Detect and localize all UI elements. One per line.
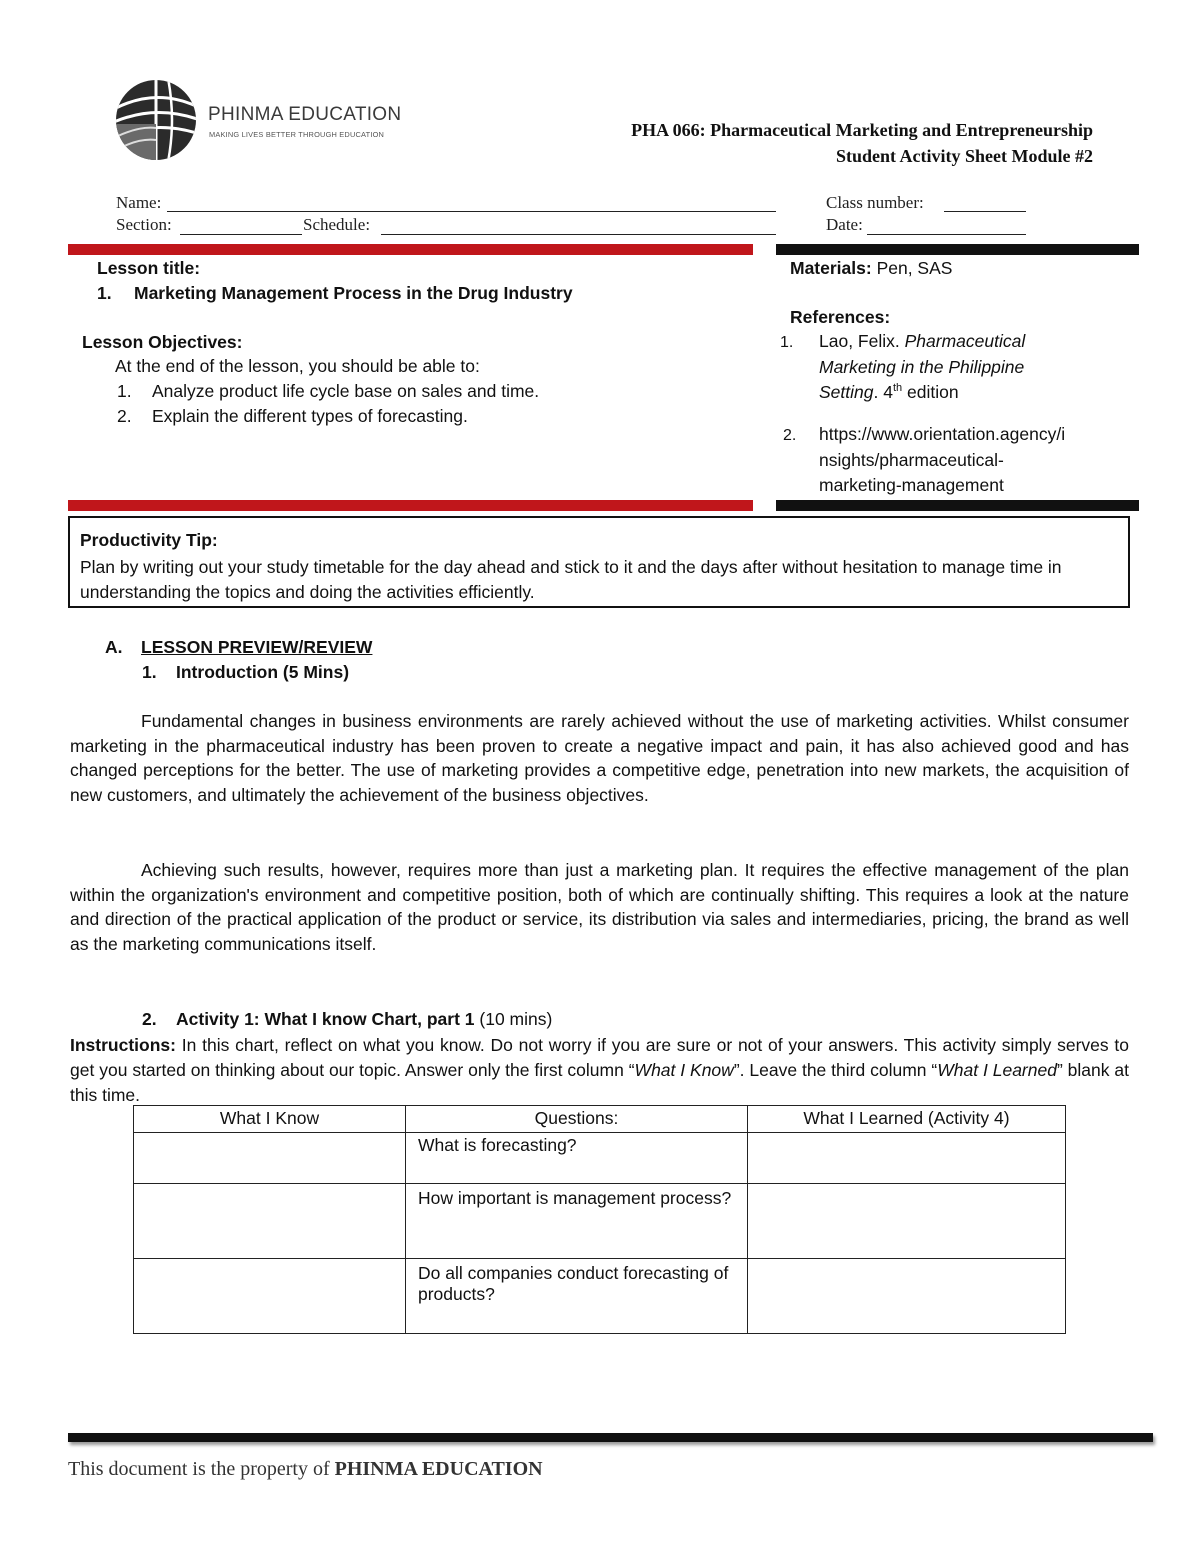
- phinma-globe-icon: [110, 78, 206, 162]
- logo-name: PHINMA EDUCATION: [208, 104, 402, 125]
- section-field[interactable]: [180, 234, 302, 235]
- materials-label: Materials:: [790, 258, 872, 278]
- activity-duration: (10 mins): [474, 1009, 553, 1029]
- chart-row: [134, 1184, 1066, 1259]
- instructions-label: Instructions:: [70, 1035, 176, 1055]
- reference-1-edition-number: . 4: [873, 382, 893, 402]
- references-label: References:: [790, 307, 891, 327]
- schedule-label: Schedule:: [303, 215, 371, 234]
- activity-heading: [176, 1009, 552, 1030]
- reference-1-sup: th: [892, 382, 903, 395]
- what-i-learned-cell[interactable]: [748, 1259, 1066, 1334]
- chart-row: [134, 1259, 1066, 1334]
- lesson-title: Marketing Management Process in the Drug Industry: [134, 283, 573, 303]
- top-black-divider: [776, 244, 1139, 255]
- reference-2-url[interactable]: https://www.orientation.agency/i: [819, 424, 1066, 444]
- what-i-know-cell[interactable]: [134, 1184, 406, 1259]
- what-i-know-cell[interactable]: [134, 1133, 406, 1184]
- date-field[interactable]: [867, 234, 1026, 235]
- tip-label: Productivity Tip:: [80, 530, 218, 550]
- activity-number: 2.: [142, 1009, 157, 1029]
- lesson-title-label: Lesson title:: [97, 258, 201, 278]
- schedule-field[interactable]: [381, 234, 776, 235]
- chart-header: What I Know: [134, 1106, 406, 1133]
- objectives-label: Lesson Objectives:: [82, 332, 243, 352]
- name-label: Name:: [116, 193, 162, 212]
- name-field[interactable]: [167, 211, 776, 212]
- reference-1-title: Pharmaceutical: [904, 331, 1026, 351]
- instructions-text: In this chart, reflect on what you know. Do not worry if you are sure or not of your answers. This activity simply serves to get you started on thinking about our topic. Answer only the first column “: [70, 1035, 1129, 1080]
- what-i-learned-cell[interactable]: [748, 1184, 1066, 1259]
- objective-number: 2.: [117, 406, 132, 426]
- instructions-text: ”. Leave the third column “: [733, 1060, 938, 1080]
- what-i-learned-cell[interactable]: [748, 1133, 1066, 1184]
- intro-number: 1.: [142, 662, 157, 682]
- section-letter: A.: [105, 637, 123, 657]
- objective-number: 1.: [117, 381, 132, 401]
- question-cell: What is forecasting?: [406, 1133, 748, 1184]
- bottom-black-divider: [776, 500, 1139, 511]
- reference-1-line-1: [819, 331, 1025, 352]
- footer-text: This document is the property of: [68, 1458, 335, 1480]
- what-i-know-chart: [133, 1105, 1066, 1334]
- section-label: Section:: [116, 215, 172, 234]
- reference-1-line-2: Marketing in the Philippine: [819, 357, 1025, 377]
- logo-tagline: MAKING LIVES BETTER THROUGH EDUCATION: [209, 130, 385, 139]
- course-title: PHA 066: Pharmaceutical Marketing and Entrepreneurship: [631, 120, 1093, 140]
- intro-paragraph-2: Achieving such results, however, requires more than just a marketing plan. It requires the effective management of the plan within the organization's environment and competitive position, both of which are continually shifting. This requires a look at the nature and direction of the practical application of the product or service, its distribution via sales and intermediaries, pricing, the brand as well as the marketing communications itself.: [70, 860, 1129, 954]
- bottom-red-divider: [68, 500, 753, 511]
- reference-1-edition: edition: [902, 382, 959, 402]
- date-label: Date:: [826, 215, 863, 234]
- footer-divider: [68, 1433, 1153, 1442]
- class-number-field[interactable]: [944, 211, 1026, 212]
- activity-title: Activity 1: What I know Chart, part 1: [176, 1009, 475, 1029]
- reference-number: 1.: [780, 334, 794, 351]
- instructions-emphasis: What I Know: [634, 1060, 734, 1080]
- phinma-logo: [110, 78, 410, 160]
- objective-item: Explain the different types of forecasting.: [152, 406, 468, 426]
- materials-value: Pen, SAS: [871, 258, 953, 278]
- productivity-tip-box: [68, 516, 1130, 608]
- instructions-text: ” blank at this time.: [70, 1060, 1130, 1105]
- chart-row: [134, 1133, 1066, 1184]
- instructions: [70, 1033, 1129, 1108]
- top-red-divider: [68, 244, 753, 255]
- footer-org: PHINMA EDUCATION: [334, 1458, 543, 1480]
- chart-header-row: [134, 1106, 1066, 1133]
- tip-text: Plan by writing out your study timetable for the day ahead and stick to it and the days after without hesitation to manage time in understanding the topics and doing the activities efficiently.: [80, 557, 1062, 602]
- intro-title: Introduction (5 Mins): [176, 662, 350, 682]
- class-number-label: Class number:: [826, 193, 924, 212]
- reference-1-title-end: Setting: [819, 382, 874, 402]
- reference-2-url-cont[interactable]: nsights/pharmaceutical-: [819, 450, 1004, 470]
- reference-2-url-end[interactable]: marketing-management: [819, 475, 1004, 495]
- objective-item: Analyze product life cycle base on sales and time.: [152, 381, 540, 401]
- instructions-emphasis: What I Learned: [937, 1060, 1057, 1080]
- footer: [68, 1458, 543, 1481]
- what-i-know-cell[interactable]: [134, 1259, 406, 1334]
- section-title: LESSON PREVIEW/REVIEW: [141, 637, 373, 657]
- materials: [790, 258, 952, 279]
- chart-header: What I Learned (Activity 4): [748, 1106, 1066, 1133]
- question-cell: Do all companies conduct forecasting of products?: [406, 1259, 748, 1334]
- reference-number: 2.: [783, 427, 797, 444]
- question-cell: How important is management process?: [406, 1184, 748, 1259]
- reference-1-line-3: [819, 382, 959, 403]
- objectives-intro: At the end of the lesson, you should be able to:: [115, 356, 480, 376]
- intro-paragraph-1: Fundamental changes in business environments are rarely achieved without the use of marketing activities. Whilst consumer marketing in the pharmaceutical industry has been proven to create a negative impact and pain, it has also achieved good and has changed perceptions for the better. The use of marketing provides a competitive edge, penetration into new markets, the acquisition of new customers, and ultimately the achievement of the business objectives.: [70, 711, 1129, 805]
- sheet-title: Student Activity Sheet Module #2: [835, 146, 1093, 166]
- reference-1-author: Lao, Felix.: [819, 331, 905, 351]
- lesson-title-number: 1.: [97, 283, 112, 303]
- chart-header: Questions:: [406, 1106, 748, 1133]
